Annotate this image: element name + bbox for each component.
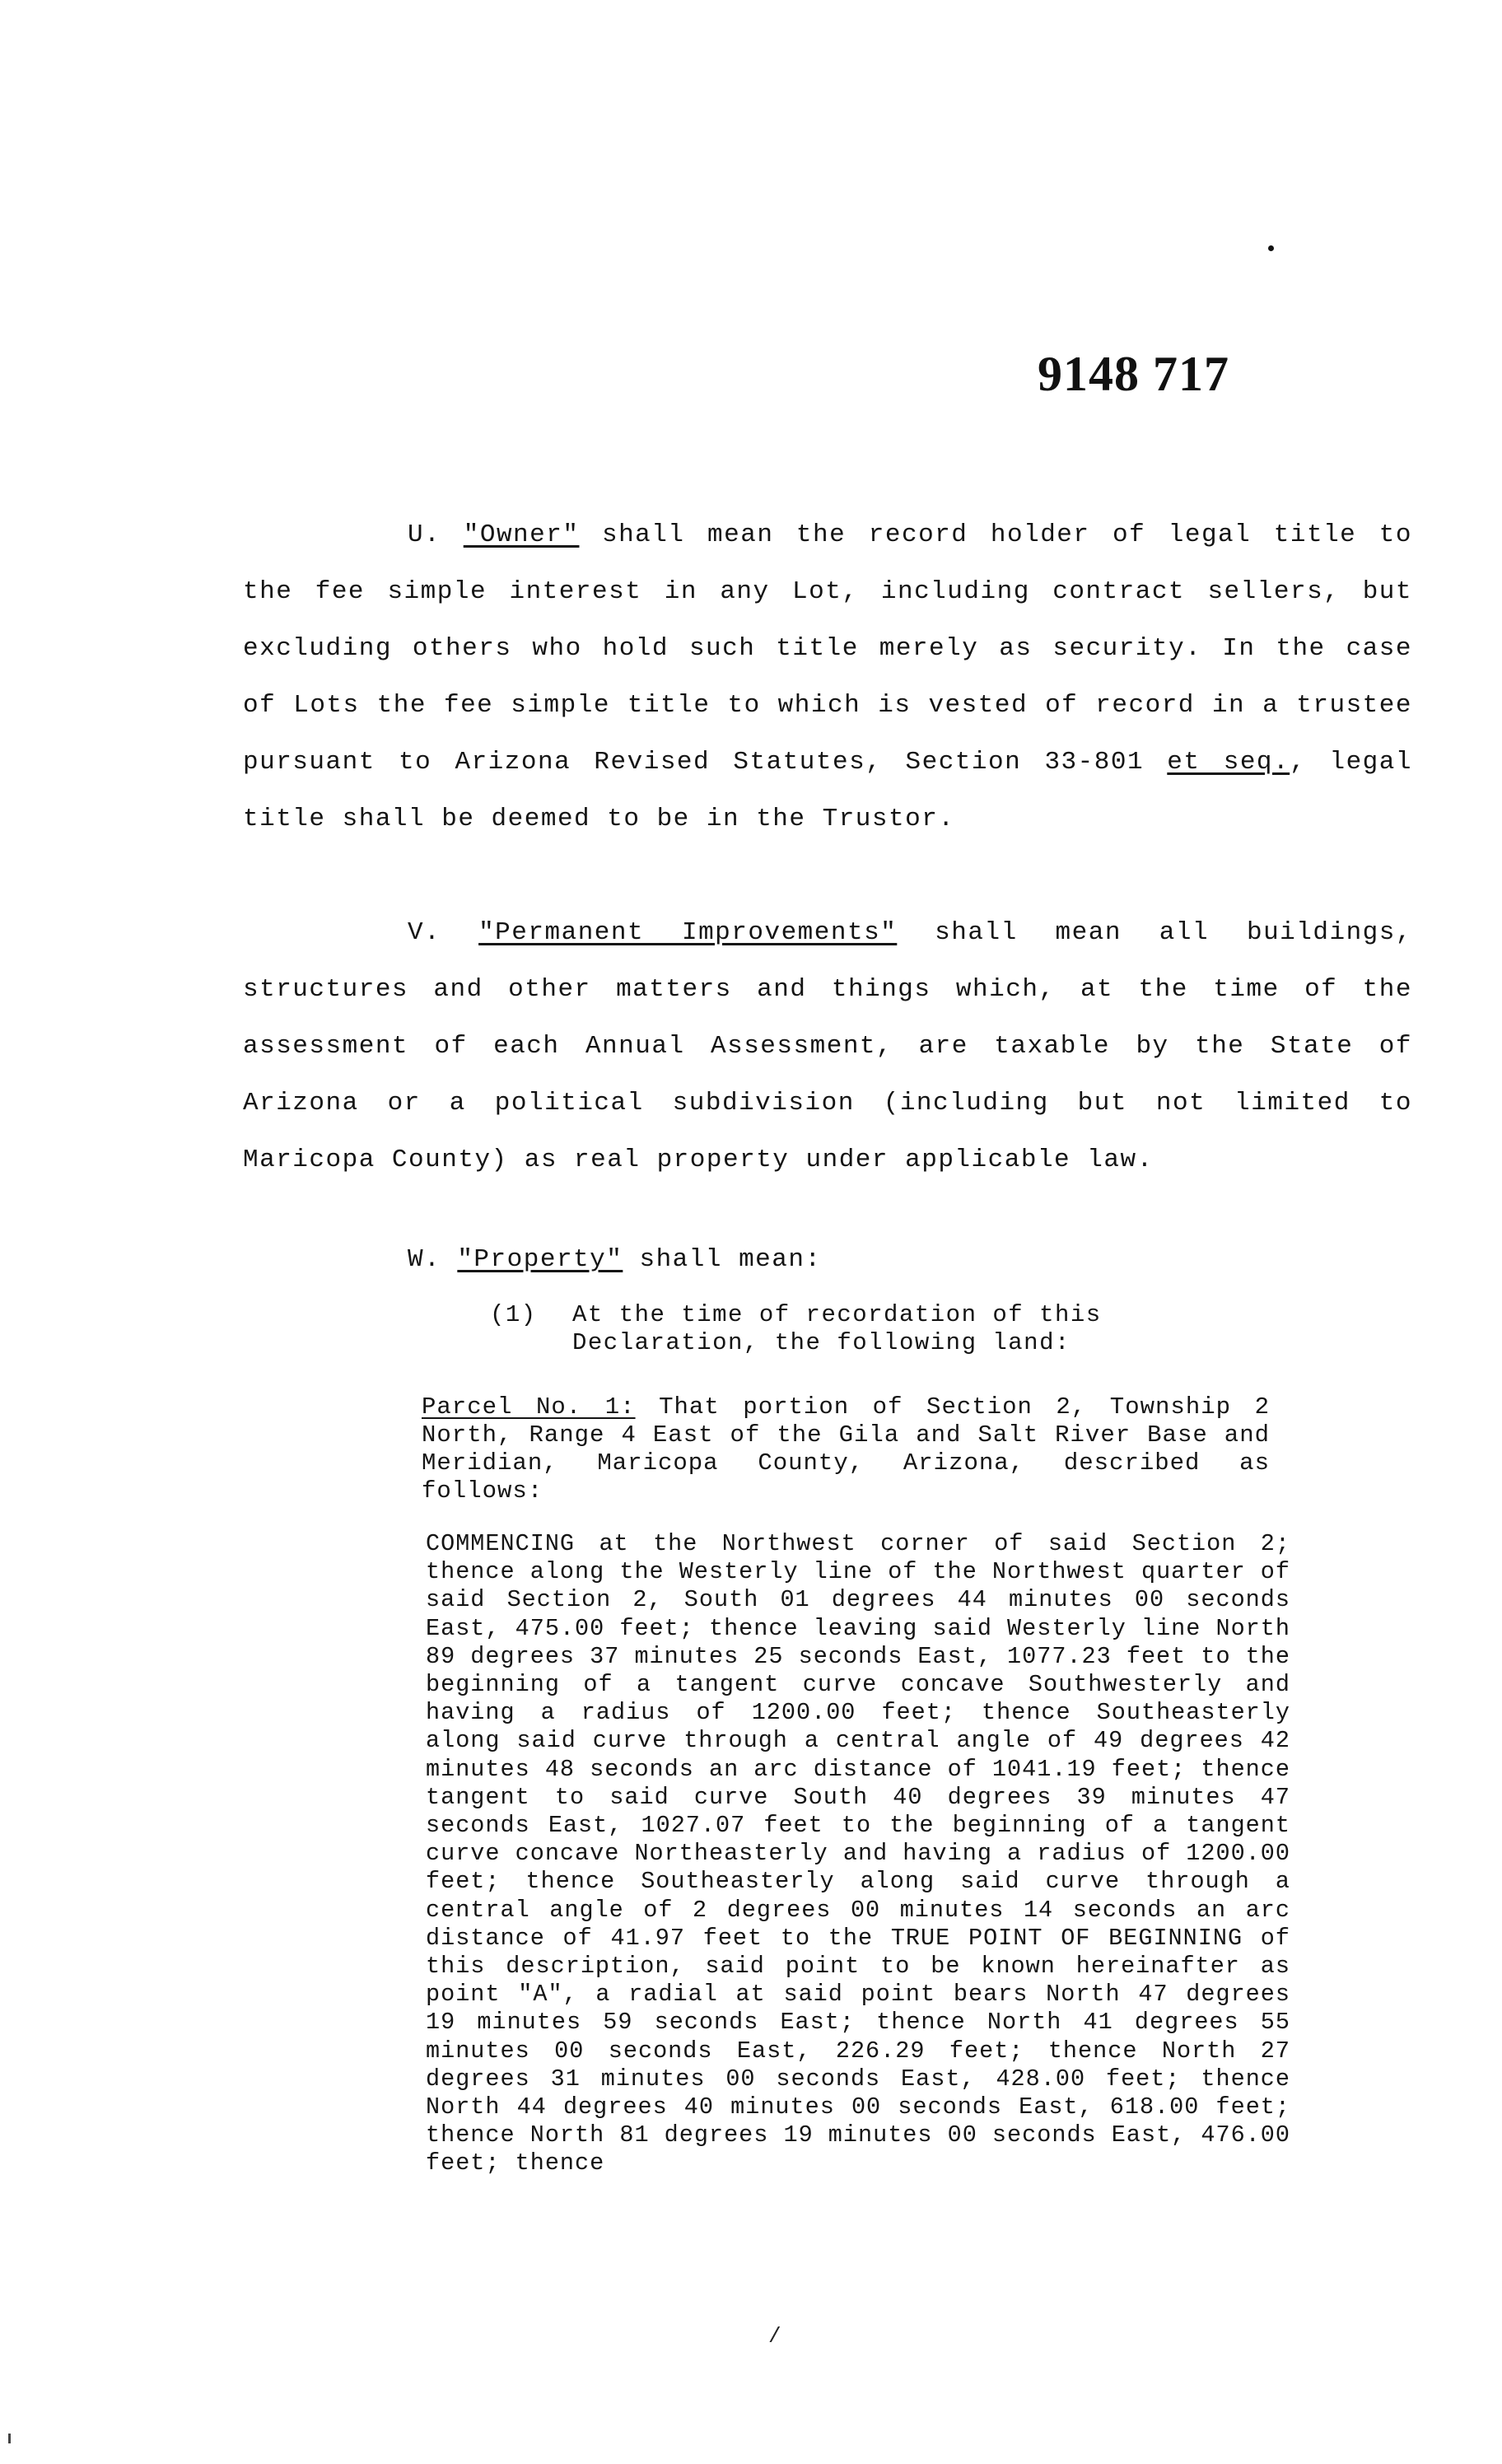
definition-u-text-end: , legal title shall be deemed to be in the Trustor. bbox=[243, 748, 1412, 833]
definition-u-label: U. bbox=[408, 520, 441, 549]
parcel-1 bbox=[422, 1393, 1270, 1505]
definition-w-text: shall mean: bbox=[623, 1245, 822, 1274]
definition-u-text: shall mean the record holder of legal title to the fee simple interest in any Lot, including contract sellers, but excluding others who hold such title merely as security. In the case of Lots the fee simple title to which is vested of record in a trustee pursuant to Arizona Revised Statutes, Section 33-801 bbox=[243, 520, 1412, 777]
docket-number: 9148 717 bbox=[1038, 347, 1229, 401]
definition-w-1 bbox=[490, 1301, 1102, 1357]
page-footer-mark: / bbox=[768, 2324, 781, 2349]
definition-v-text: shall mean all buildings, structures and other matters and things which, at the time of the assessment of each Annual Assessment, are taxable by the State of Arizona or a political subdivision (including but not limited to Maricopa County) as real property under applicable law. bbox=[243, 918, 1412, 1174]
definition-w-term: "Property" bbox=[457, 1245, 623, 1274]
definition-v-label: V. bbox=[408, 918, 441, 947]
definition-w-1-line1: At the time of recordation of this bbox=[572, 1301, 1102, 1328]
legal-description: COMMENCING at the Northwest corner of said Section 2; thence along the Westerly line of the Northwest quarter of said Section 2, South 01 degrees 44 minutes 00 seconds East, 475.00 feet; thence leaving said Westerly line North 89 degrees 37 minutes 25 seconds East, 1077.23 feet to the beginning of a tangent curve concave Southwesterly and having a radius of 1200.00 feet; thence Southeasterly along said curve through a central angle of 49 degrees 42 minutes 48 seconds an arc distance of 1041.19 feet; thence tangent to said curve South 40 degrees 39 minutes 47 seconds East, 1027.07 feet to the beginning of a tangent curve concave Northeasterly and having a radius of 1200.00 feet; thence Southeasterly along said curve through a central angle of 2 degrees 00 minutes 14 seconds an arc distance of 41.97 feet to the TRUE POINT OF BEGINNING of this description, said point to be known hereinafter as point "A", a radial at said point bears North 47 degrees 19 minutes 59 seconds East; thence North 41 degrees 55 minutes 00 seconds East, 226.29 feet; thence North 27 degrees 31 minutes 00 seconds East, 428.00 feet; thence North 44 degrees 40 minutes 00 seconds East, 618.00 feet; thence North 81 degrees 19 minutes 00 seconds East, 476.00 feet; thence bbox=[426, 1530, 1290, 2177]
definition-v-term: "Permanent Improvements" bbox=[478, 918, 898, 947]
margin-mark bbox=[8, 2434, 11, 2443]
definition-w-label: W. bbox=[408, 1245, 441, 1274]
definition-u-et-seq: et seq. bbox=[1167, 748, 1290, 777]
parcel-1-text: That portion of Section 2, Township 2 North, Range 4 East of the Gila and Salt River Base and Meridian, Maricopa County, Arizona, described as follows: bbox=[422, 1393, 1270, 1505]
stray-mark bbox=[1268, 245, 1274, 251]
definition-w-1-line2: Declaration, the following land: bbox=[572, 1329, 1071, 1356]
definition-w-1-label: (1) bbox=[490, 1301, 537, 1328]
definition-w bbox=[408, 1245, 822, 1274]
definition-v bbox=[243, 904, 1412, 1188]
definition-u bbox=[243, 506, 1412, 847]
parcel-1-label: Parcel No. 1: bbox=[422, 1393, 636, 1421]
definition-u-term: "Owner" bbox=[463, 520, 580, 549]
